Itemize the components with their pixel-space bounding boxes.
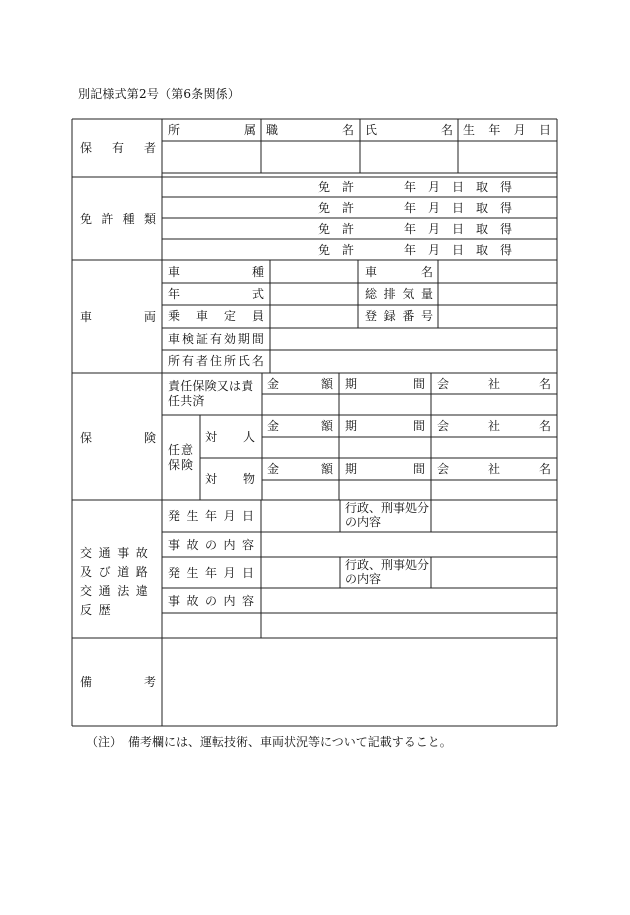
- accident-2-admin-label: 行政、刑事処分の内容: [345, 558, 430, 586]
- owner-position-header: 職 名: [266, 123, 354, 137]
- owner-affiliation-header: 所 属: [168, 123, 256, 137]
- license-row-3-type: 免 許: [318, 222, 354, 236]
- accident-1-admin-label: 行政、刑事処分の内容: [345, 501, 430, 529]
- accident-1-date-label: 発 生 年 月 日: [168, 509, 254, 523]
- vehicle-name-label: 車 名: [365, 265, 433, 279]
- vehicle-capacity-label: 乗 車 定 員: [168, 309, 264, 323]
- liability-amount-header: 金 額: [267, 377, 333, 391]
- vehicle-displacement-label: 総 排 気 量: [365, 287, 433, 301]
- license-row-3-date: 年 月 日 取 得: [404, 222, 512, 236]
- property-company-header: 会 社 名: [437, 462, 551, 476]
- owner-label: 保 有 者: [80, 141, 156, 155]
- property-period-header: 期 間: [345, 462, 425, 476]
- accident-2-date-label: 発 生 年 月 日: [168, 566, 254, 580]
- form-title: 別記様式第2号（第6条関係）: [78, 87, 241, 101]
- remarks-label: 備 考: [80, 675, 156, 689]
- owner-birthdate-header: 生 年 月 日: [463, 123, 551, 137]
- license-type-label: 免 許 種 類: [80, 212, 156, 226]
- person-amount-header: 金 額: [267, 419, 333, 433]
- accident-history-label: 交通事故及び道路交通法違反歴: [80, 546, 155, 617]
- accident-1-content-label: 事 故 の 内 容: [168, 538, 254, 552]
- accident-2-content-label: 事 故 の 内 容: [168, 594, 254, 608]
- vehicle-owner-address-label: 所 有 者 住 所 氏 名: [168, 354, 264, 368]
- license-row-1-date: 年 月 日 取 得: [404, 180, 512, 194]
- owner-name-header: 氏 名: [365, 123, 453, 137]
- footnote: （注） 備考欄には、運転技術、車両状況等について記載すること。: [86, 735, 452, 749]
- vehicle-inspection-label: 車 検 証 有 効 期 間: [168, 332, 264, 346]
- insurance-label: 保 険: [80, 431, 156, 445]
- license-row-2-type: 免 許: [318, 201, 354, 215]
- liability-company-header: 会 社 名: [437, 377, 551, 391]
- license-row-1-type: 免 許: [318, 180, 354, 194]
- liability-insurance-label: 責任保険又は責任共済: [168, 379, 254, 408]
- license-row-4-type: 免 許: [318, 243, 354, 257]
- vehicle-model-year-label: 年 式: [168, 287, 264, 301]
- license-row-4-date: 年 月 日 取 得: [404, 243, 512, 257]
- person-company-header: 会 社 名: [437, 419, 551, 433]
- vehicle-label: 車 両: [80, 310, 156, 324]
- license-row-2-date: 年 月 日 取 得: [404, 201, 512, 215]
- insurance-property-label: 対 物: [205, 472, 255, 486]
- property-amount-header: 金 額: [267, 462, 333, 476]
- person-period-header: 期 間: [345, 419, 425, 433]
- liability-period-header: 期 間: [345, 377, 425, 391]
- voluntary-insurance-label: 任意保険: [168, 443, 195, 472]
- insurance-person-label: 対 人: [205, 430, 255, 444]
- vehicle-registration-label: 登 録 番 号: [365, 309, 433, 323]
- vehicle-type-label: 車 種: [168, 265, 264, 279]
